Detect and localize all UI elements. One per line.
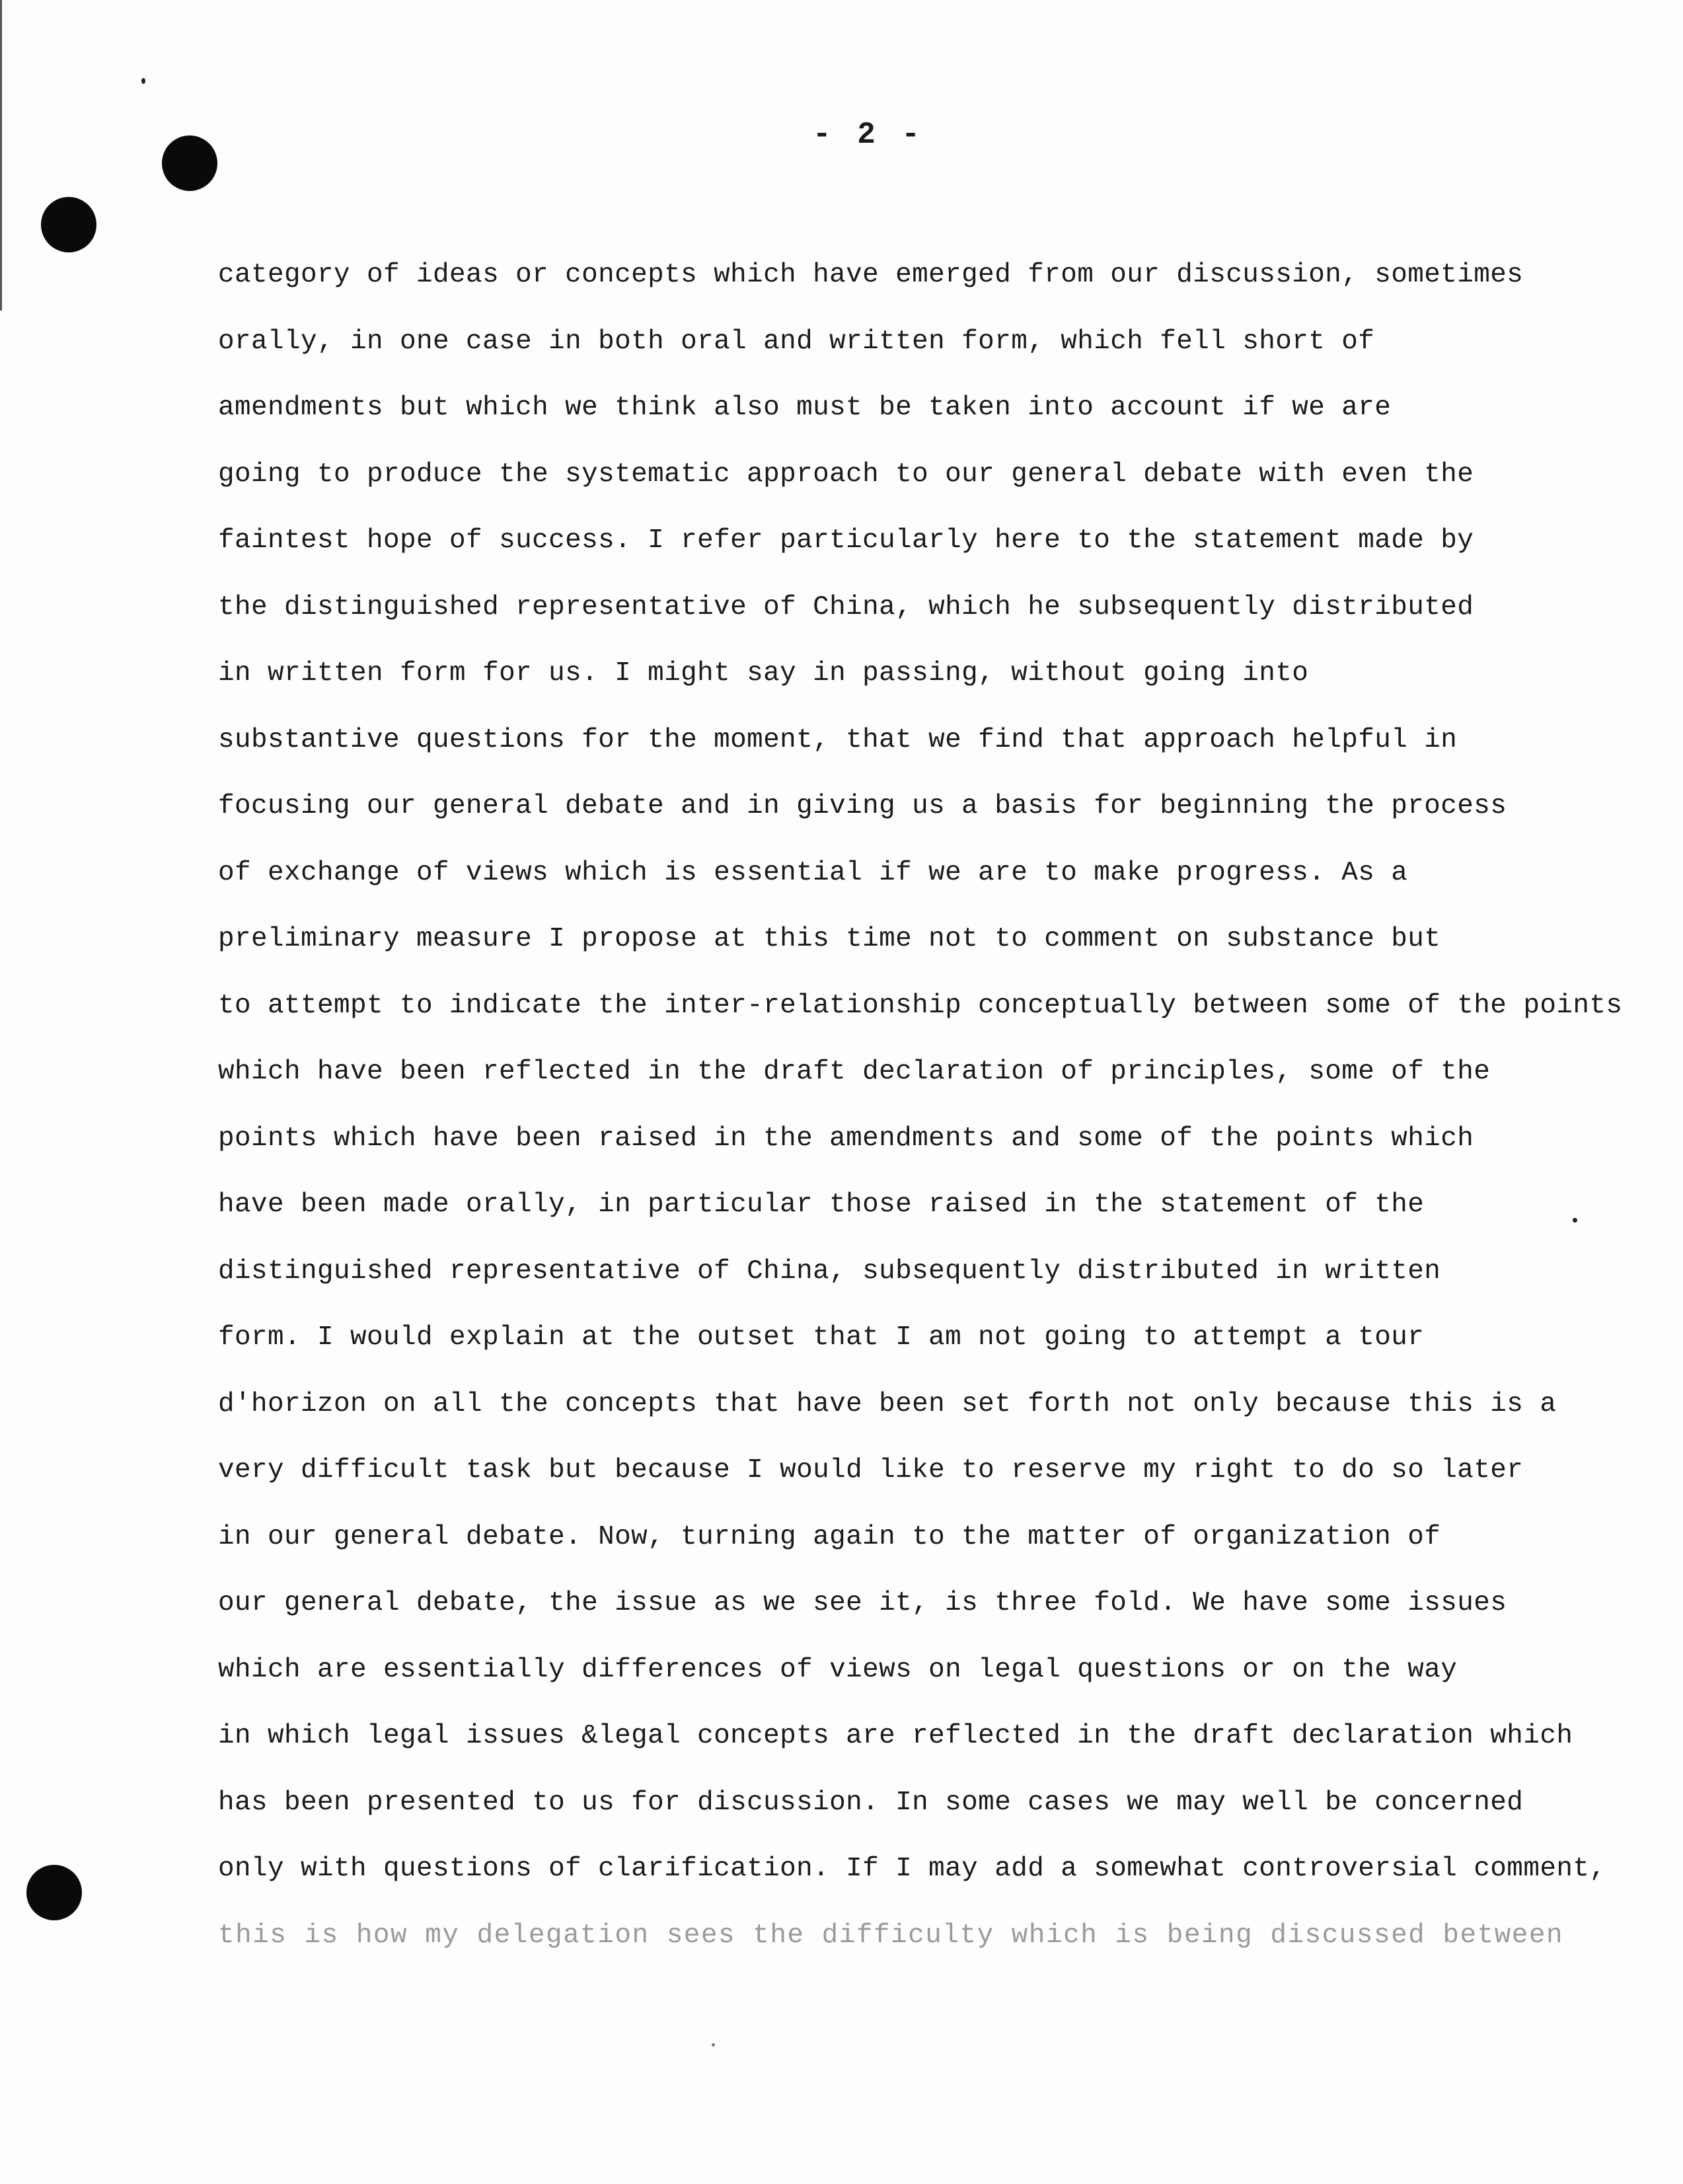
text-line: going to produce the systematic approach to our general debate with even the xyxy=(218,459,1474,490)
text-line: d'horizon on all the concepts that have been set forth not only because this is a xyxy=(218,1388,1557,1419)
text-line: our general debate, the issue as we see it, is three fold. We have some issues xyxy=(218,1588,1507,1618)
punch-hole-top-1 xyxy=(162,135,217,191)
text-line: amendments but which we think also must be taken into account if we are xyxy=(218,393,1392,423)
scan-speck xyxy=(712,2043,715,2047)
text-line: the distinguished representative of China, which he subsequently distributed xyxy=(218,591,1474,622)
body-text xyxy=(218,251,1659,1978)
text-line: in written form for us. I might say in passing, without going into xyxy=(218,658,1309,689)
text-line: category of ideas or concepts which have emerged from our discussion, sometimes xyxy=(218,260,1524,290)
text-line: distinguished representative of China, subsequently distributed in written xyxy=(218,1256,1441,1287)
text-line: of exchange of views which is essential if we are to make progress. As a xyxy=(218,857,1408,888)
text-line: which are essentially differences of views on legal questions or on the way xyxy=(218,1654,1458,1685)
text-line: only with questions of clarification. If I may add a somewhat controversial comment, xyxy=(218,1854,1606,1884)
page-edge-shadow xyxy=(0,0,2,311)
punch-hole-bottom xyxy=(26,1865,82,1920)
text-line: which have been reflected in the draft declaration of principles, some of the xyxy=(218,1057,1491,1087)
text-line-faded: this is how my delegation sees the difficulty which is being discussed between xyxy=(218,1920,1564,1951)
text-line: form. I would explain at the outset that I am not going to attempt a tour xyxy=(218,1322,1425,1353)
text-line: to attempt to indicate the inter-relationship conceptually between some of the points xyxy=(218,990,1623,1021)
text-line: has been presented to us for discussion. In some cases we may well be concerned xyxy=(218,1787,1524,1818)
text-line: in which legal issues &legal concepts are reflected in the draft declaration which xyxy=(218,1721,1573,1751)
text-line: have been made orally, in particular those raised in the statement of the xyxy=(218,1189,1425,1220)
text-line: substantive questions for the moment, that we find that approach helpful in xyxy=(218,724,1458,755)
text-line: orally, in one case in both oral and written form, which fell short of xyxy=(218,326,1375,357)
text-line: in our general debate. Now, turning again to the matter of organization of xyxy=(218,1521,1441,1552)
text-line: preliminary measure I propose at this time not to comment on substance but xyxy=(218,924,1441,954)
punch-hole-top-2 xyxy=(41,197,96,252)
text-line: focusing our general debate and in giving us a basis for beginning the process xyxy=(218,791,1507,821)
text-line: points which have been raised in the amendments and some of the points which xyxy=(218,1123,1474,1154)
page-number: - 2 - xyxy=(813,118,924,152)
scan-speck xyxy=(141,78,145,84)
text-line: very difficult task but because I would like to reserve my right to do so later xyxy=(218,1455,1524,1486)
text-line: faintest hope of success. I refer particularly here to the statement made by xyxy=(218,525,1474,556)
